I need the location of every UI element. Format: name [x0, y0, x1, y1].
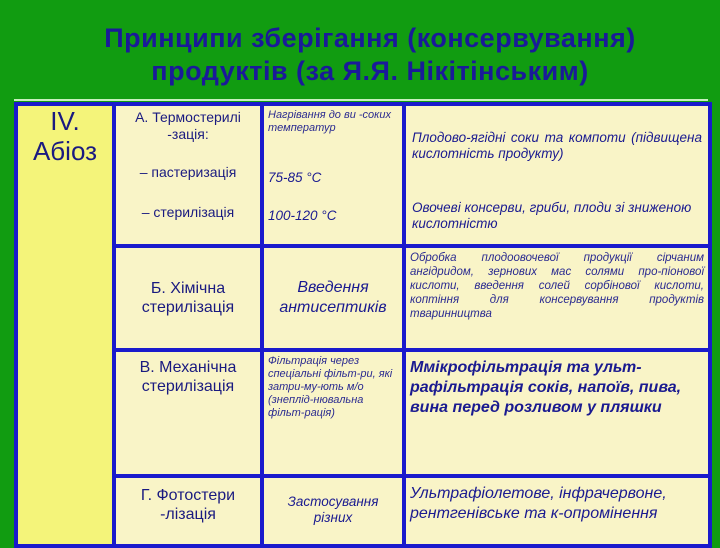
title-line-2: продуктів (за Я.Я. Нікітінським) — [151, 56, 589, 86]
condition-pasteurization: 75-85 °С — [268, 170, 322, 185]
method-thermo: А. Термостерилі -зація: — [135, 109, 241, 142]
condition-chemical: Введення антисептиків — [279, 279, 387, 316]
group-cell-abioz — [16, 104, 114, 546]
condition-cell-thermo — [262, 104, 404, 246]
condition-cell-chemical — [262, 246, 404, 350]
group-label: IV. Абіоз — [32, 106, 98, 166]
method-chemical: Б. Хімічна стерилізація — [141, 280, 235, 316]
condition-thermo: Нагрівання до ви -соких температур — [268, 109, 391, 134]
application-cell-chemical — [404, 246, 710, 350]
method-cell-chemical — [114, 246, 262, 350]
application-chemical: Обробка плодоовочевої продукції сірчаним ангідридом, зернових мас солями про-піонової кислоти, введення солей сорбінової кислоти, коптіння для консервування продуктів тваринництва — [410, 252, 704, 320]
method-cell-mechanical — [114, 350, 262, 476]
method-pasteurization: – пастеризація — [139, 164, 237, 180]
table-row-mechanical — [16, 350, 710, 476]
preservation-table — [14, 102, 712, 548]
slide-title — [40, 22, 700, 88]
application-sterilization: Овочеві консерви, гриби, плоди зі зниженою кислотністю — [412, 200, 692, 231]
condition-photo: Застосування різних — [287, 494, 379, 525]
application-cell-thermo — [404, 104, 710, 246]
table-row-photo — [16, 476, 710, 546]
table-row-thermo — [16, 104, 710, 246]
method-sterilization: – стерилізація — [141, 204, 235, 220]
application-photo: Ультрафіолетове, інфрачервоне, рентгенівське та к-опромінення — [410, 485, 667, 522]
application-mechanical: Ммікрофільтрація та ульт-рафільтрація соків, напоїв, пива, вина перед розливом у пляшки — [410, 359, 682, 416]
title-line-1: Принципи зберігання (консервування) — [104, 23, 636, 53]
condition-mechanical: Фільтрація через спеціальні фільт-ри, які затри-му-ють м/о (знеплід-нювальна фільт-рація) — [268, 355, 393, 419]
application-pasteurization: Плодово-ягідні соки та компоти (підвищена кислотність продукту) — [412, 130, 702, 161]
condition-cell-mechanical — [262, 350, 404, 476]
application-cell-photo — [404, 476, 710, 546]
condition-sterilization: 100-120 °С — [268, 208, 337, 223]
application-cell-mechanical — [404, 350, 710, 476]
title-separator — [14, 99, 708, 101]
condition-cell-photo — [262, 476, 404, 546]
method-photo: Г. Фотостери -лізація — [140, 487, 236, 523]
method-mechanical: В. Механічна стерилізація — [139, 359, 237, 395]
method-cell-thermo — [114, 104, 262, 246]
table-row-chemical — [16, 246, 710, 350]
method-cell-photo — [114, 476, 262, 546]
